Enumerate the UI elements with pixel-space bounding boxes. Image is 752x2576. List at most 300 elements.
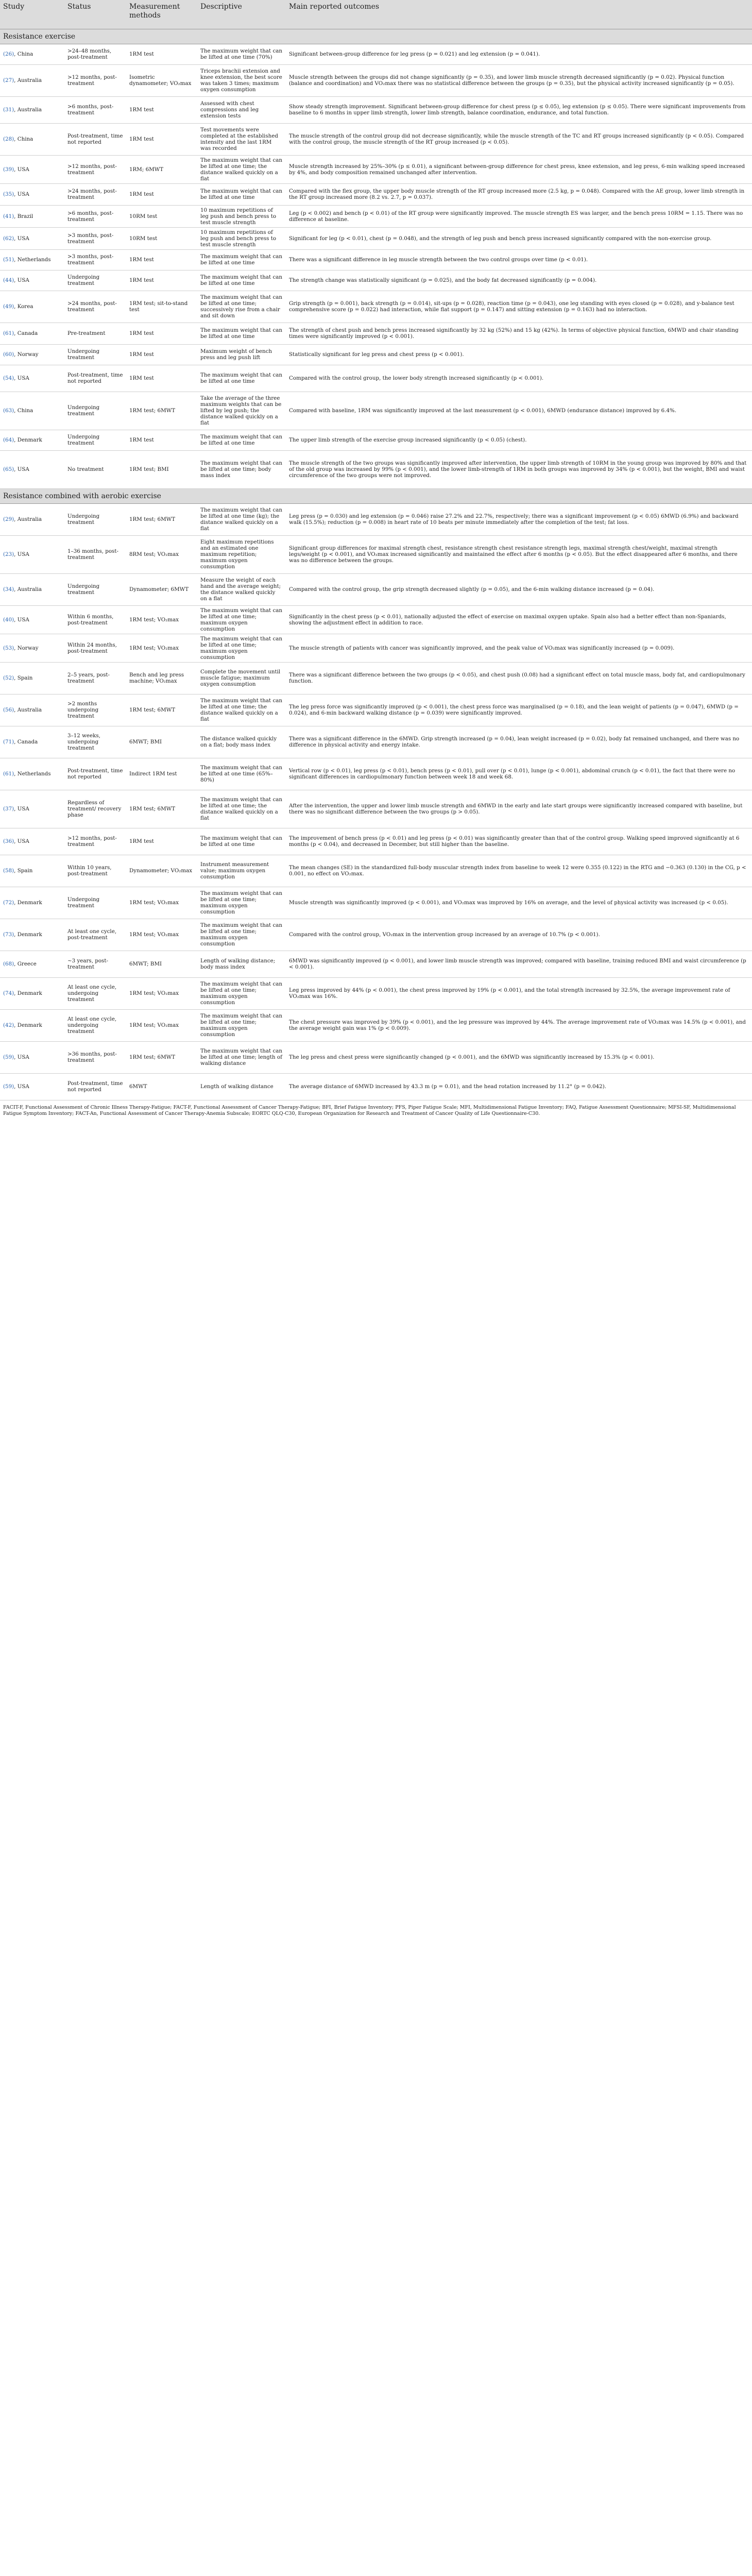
status-cell: Post-treatment, time not reported [64, 123, 126, 155]
reference-link[interactable]: (61) [3, 330, 14, 336]
measurement-method-cell: 1RM test; 6MWT [126, 1041, 197, 1073]
outcome-cell: There was a significant difference in the 6MWD. Grip strength increased (p = 0.04), lean weight increased (p = 0.02), body fat remained unchanged, and there was no difference in physical activity and energy intake. [286, 726, 752, 758]
descriptive-cell: The maximum weight that can be lifted at one time; maximum oxygen consumption [197, 605, 286, 634]
descriptive-cell: The maximum weight that can be lifted at one time (65%–80%) [197, 758, 286, 790]
outcome-cell: 6MWD was significantly improved (p < 0.001), and lower limb muscle strength was improved; compared with baseline, training reduced BMI and waist circumference (p < 0.001). [286, 951, 752, 977]
measurement-method-cell: 1RM test [126, 96, 197, 123]
country: China [17, 51, 33, 57]
measurement-method-cell: Isometric dynamometer; VO₂max [126, 64, 197, 96]
descriptive-cell: Complete the movement until muscle fatigue; maximum oxygen consumption [197, 662, 286, 694]
measurement-method-cell: 1RM test [126, 270, 197, 291]
measurement-method-cell: 1RM test; VO₂max [126, 977, 197, 1009]
reference-link[interactable]: (28) [3, 136, 14, 142]
separator: , [14, 645, 18, 651]
reference-link[interactable]: (35) [3, 191, 14, 197]
status-cell: >6 months, post-treatment [64, 205, 126, 227]
measurement-method-cell: 6MWT [126, 1073, 197, 1100]
table-row [0, 123, 752, 155]
country: Denmark [17, 900, 42, 906]
study-cell [0, 662, 64, 694]
status-cell: At least one cycle, post-treatment [64, 919, 126, 951]
outcome-cell: Muscle strength between the groups did not change significantly (p = 0.35), and lower limb muscle strength decreased significantly (p = 0.02). Physical function (balance and coordination) and VO₂max there was no statistical difference between the groups (p = 0.35), but the physical activity increased significantly (p = 0.05). [286, 64, 752, 96]
study-cell [0, 205, 64, 227]
status-cell: Undergoing treatment [64, 344, 126, 365]
measurement-method-cell: 1RM; 6MWT [126, 155, 197, 183]
separator: , [14, 675, 18, 681]
separator: , [14, 235, 18, 242]
table-row [0, 855, 752, 887]
country: USA [17, 616, 29, 623]
separator: , [14, 136, 18, 142]
measurement-method-cell: 1RM test [126, 323, 197, 344]
study-cell [0, 503, 64, 535]
study-cell [0, 96, 64, 123]
study-cell [0, 887, 64, 919]
country: USA [17, 277, 29, 283]
study-cell [0, 790, 64, 828]
descriptive-cell: The maximum weight that can be lifted at one time; the distance walked quickly on a flat [197, 790, 286, 828]
measurement-method-cell: 10RM test [126, 205, 197, 227]
separator: , [14, 1054, 18, 1060]
study-cell [0, 44, 64, 64]
table-row [0, 64, 752, 96]
status-cell: Regardless of treatment/ recovery phase [64, 790, 126, 828]
separator: , [14, 303, 18, 310]
reference-link[interactable]: (36) [3, 838, 14, 844]
reference-link[interactable]: (23) [3, 551, 14, 557]
country: Spain [17, 675, 33, 681]
table-row [0, 726, 752, 758]
measurement-method-cell: Bench and leg press machine; VO₂max [126, 662, 197, 694]
section-header-row [0, 29, 752, 44]
status-cell: Within 10 years, post-treatment [64, 855, 126, 887]
outcome-cell: Leg (p < 0.002) and bench (p < 0.01) of the RT group were significantly improved. The muscle strength ES was larger, and the bench press 10RM = 1.15. There was no difference at baseline. [286, 205, 752, 227]
outcome-cell: The strength change was statistically significant (p = 0.025), and the body fat decreased significantly (p = 0.004). [286, 270, 752, 291]
status-cell: Within 6 months, post-treatment [64, 605, 126, 634]
descriptive-cell: The maximum weight that can be lifted at one time [197, 828, 286, 855]
country: Spain [17, 868, 33, 874]
descriptive-cell: The maximum weight that can be lifted at one time [197, 430, 286, 450]
table-row [0, 1009, 752, 1041]
descriptive-cell: The maximum weight that can be lifted at one time (kg); the distance walked quickly on a flat [197, 503, 286, 535]
table-row [0, 430, 752, 450]
separator: , [14, 516, 18, 522]
header-descriptive: Descriptive [197, 0, 286, 29]
reference-link[interactable]: (27) [3, 77, 14, 83]
descriptive-cell: The maximum weight that can be lifted at one time; maximum oxygen consumption [197, 634, 286, 662]
separator: , [14, 616, 18, 623]
outcome-cell: The muscle strength of patients with cancer was significantly improved, and the peak value of VO₂max was significantly increased (p = 0.009). [286, 634, 752, 662]
descriptive-cell: The maximum weight that can be lifted at one time; maximum oxygen consumption [197, 977, 286, 1009]
measurement-method-cell: 1RM test; VO₂max [126, 887, 197, 919]
descriptive-cell: Take the average of the three maximum weights that can be lifted by leg push; the distance walked quickly on a flat [197, 392, 286, 430]
outcome-cell: After the intervention, the upper and lower limb muscle strength and 6MWD in the early and late start groups were significantly increased compared with baseline, but there was no significant difference between the two groups (p > 0.05). [286, 790, 752, 828]
table-row [0, 291, 752, 323]
study-cell [0, 605, 64, 634]
separator: , [14, 330, 18, 336]
reference-link[interactable]: (73) [3, 931, 14, 938]
measurement-method-cell: 6MWT; BMI [126, 951, 197, 977]
outcome-cell: The strength of chest push and bench press increased significantly by 32 kg (52%) and 15 kg (42%). In terms of objective physical function, 6MWD and chair standing times were significantly improved (p < 0.001). [286, 323, 752, 344]
reference-link[interactable]: (44) [3, 277, 14, 283]
study-cell [0, 535, 64, 573]
measurement-method-cell: 1RM test; 6MWT [126, 392, 197, 430]
outcome-cell: The chest pressure was improved by 39% (p < 0.001), and the leg pressure was improved by 44%. The average improvement rate of VO₂max was 14.5% (p < 0.001), and the average weight gain was 1% (p < 0.009). [286, 1009, 752, 1041]
section-title: Resistance combined with aerobic exercise [0, 488, 752, 503]
status-cell: >12 months, post-treatment [64, 155, 126, 183]
measurement-method-cell: 1RM test; VO₂max [126, 919, 197, 951]
measurement-method-cell: 1RM test; VO₂max [126, 1009, 197, 1041]
reference-link[interactable]: (26) [3, 51, 14, 57]
reference-link[interactable]: (64) [3, 437, 14, 443]
descriptive-cell: Maximum weight of bench press and leg push lift [197, 344, 286, 365]
separator: , [14, 931, 18, 938]
outcome-cell: The leg press and chest press were significantly changed (p < 0.001), and the 6MWD was significantly increased by 15.3% (p < 0.001). [286, 1041, 752, 1073]
separator: , [14, 77, 18, 83]
status-cell: >3 months, post-treatment [64, 227, 126, 249]
reference-link[interactable]: (56) [3, 707, 14, 713]
separator: , [14, 990, 18, 996]
table-row [0, 323, 752, 344]
status-cell: >6 months, post-treatment [64, 96, 126, 123]
country: Australia [17, 707, 42, 713]
reference-link[interactable]: (62) [3, 235, 14, 242]
country: USA [17, 191, 29, 197]
country: USA [17, 466, 29, 472]
reference-link[interactable]: (40) [3, 616, 14, 623]
status-cell: At least one cycle, undergoing treatment [64, 1009, 126, 1041]
study-cell [0, 694, 64, 726]
descriptive-cell: The maximum weight that can be lifted at one time; body mass index [197, 450, 286, 488]
study-cell [0, 634, 64, 662]
separator: , [14, 739, 18, 745]
status-cell: Undergoing treatment [64, 503, 126, 535]
separator: , [14, 868, 18, 874]
separator: , [14, 900, 18, 906]
study-cell [0, 450, 64, 488]
measurement-method-cell: 6MWT; BMI [126, 726, 197, 758]
separator: , [14, 838, 18, 844]
status-cell: No treatment [64, 450, 126, 488]
status-cell: >3 months, post-treatment [64, 249, 126, 270]
separator: , [14, 408, 18, 414]
status-cell: Undergoing treatment [64, 392, 126, 430]
table-header [0, 0, 752, 29]
study-cell [0, 1009, 64, 1041]
outcome-cell: Compared with the control group, the lower body strength increased significantly (p < 0.001). [286, 365, 752, 392]
status-cell: >12 months, post-treatment [64, 828, 126, 855]
measurement-method-cell: Indirect 1RM test [126, 758, 197, 790]
table-row [0, 535, 752, 573]
country: China [17, 136, 33, 142]
separator: , [14, 166, 18, 173]
status-cell: Undergoing treatment [64, 270, 126, 291]
country: USA [17, 375, 29, 381]
measurement-method-cell: 1RM test [126, 365, 197, 392]
separator: , [14, 213, 18, 219]
study-cell [0, 1073, 64, 1100]
outcome-cell: Compared with the flex group, the upper body muscle strength of the RT group increased more (2.5 kg, p = 0.048). Compared with the AE group, lower limb strength in the RT group increased more (8.2 vs. 2.7, p = 0.037). [286, 183, 752, 205]
table-row [0, 96, 752, 123]
study-cell [0, 919, 64, 951]
study-cell [0, 249, 64, 270]
separator: , [14, 1022, 18, 1028]
outcome-cell: The improvement of bench press (p < 0.01) and leg press (p < 0.01) was significantly greater than that of the control group. Walking speed improved significantly at 6 months (p < 0.04), and decreased in December, but still higher than the baseline. [286, 828, 752, 855]
outcome-cell: Significant between-group difference for leg press (p = 0.021) and leg extension (p = 0.041). [286, 44, 752, 64]
reference-link[interactable]: (59) [3, 1054, 14, 1060]
separator: , [14, 806, 18, 812]
country: USA [17, 838, 29, 844]
header-measurement-methods: Measurement methods [126, 0, 197, 29]
separator: , [14, 551, 18, 557]
separator: , [14, 586, 18, 592]
measurement-method-cell: 1RM test [126, 123, 197, 155]
outcome-cell: Muscle strength increased by 25%–30% (p ≤ 0.01), a significant between-group difference for chest press, knee extension, and leg press, 6-min walking speed increased by 4%, and body composition remained unchanged after intervention. [286, 155, 752, 183]
table-row [0, 758, 752, 790]
study-cell [0, 977, 64, 1009]
reference-link[interactable]: (29) [3, 516, 14, 522]
status-cell: >24 months, post-treatment [64, 183, 126, 205]
table-row [0, 205, 752, 227]
country: Norway [17, 351, 39, 358]
study-cell [0, 951, 64, 977]
status-cell: 2–5 years, post-treatment [64, 662, 126, 694]
outcome-cell: Significantly in the chest press (p < 0.01), nationally adjusted the effect of exercise on maximal oxygen uptake. Spain also had a better effect than non-Spaniards, showing the adjustment effect in addition to race. [286, 605, 752, 634]
measurement-method-cell: 1RM test; VO₂max [126, 634, 197, 662]
descriptive-cell: The maximum weight that can be lifted at one time [197, 249, 286, 270]
measurement-method-cell: 8RM test; VO₂max [126, 535, 197, 573]
measurement-method-cell: Dynamometer; 6MWT [126, 573, 197, 605]
descriptive-cell: 10 maximum repetitions of leg push and bench press to test muscle strength [197, 205, 286, 227]
table-row [0, 270, 752, 291]
descriptive-cell: Test movements were completed at the established intensity and the last 1RM was recorded [197, 123, 286, 155]
separator: , [14, 191, 18, 197]
table-row [0, 249, 752, 270]
outcome-cell: There was a significant difference between the two groups (p < 0.05), and chest push (0.08) had a significant effect on total muscle mass, body fat, and cardiopulmonary function. [286, 662, 752, 694]
reference-link[interactable]: (53) [3, 645, 14, 651]
reference-link[interactable]: (39) [3, 166, 14, 173]
descriptive-cell: The maximum weight that can be lifted at one time; maximum oxygen consumption [197, 1009, 286, 1041]
outcome-cell: Vertical row (p < 0.01), leg press (p < 0.01), bench press (p < 0.01), pull over (p < 0.01), lunge (p < 0.001), abdominal crunch (p < 0.01), the fact that there were no significant differences in cardiopulmonary function between week 18 and week 68. [286, 758, 752, 790]
country: Denmark [17, 990, 42, 996]
country: Korea [17, 303, 33, 310]
measurement-method-cell: 1RM test [126, 183, 197, 205]
reference-link[interactable]: (74) [3, 990, 14, 996]
descriptive-cell: The maximum weight that can be lifted at one time; successively rise from a chair and sit down [197, 291, 286, 323]
reference-link[interactable]: (61) [3, 771, 14, 777]
reference-link[interactable]: (63) [3, 408, 14, 414]
measurement-method-cell: 1RM test [126, 344, 197, 365]
outcome-cell: The muscle strength of the control group did not decrease significantly, while the muscle strength of the TC and RT groups increased significantly (p < 0.05). Compared with the control group, the muscle strength of the RT group increased (p < 0.05). [286, 123, 752, 155]
separator: , [14, 707, 18, 713]
reference-link[interactable]: (58) [3, 868, 14, 874]
country: Canada [17, 330, 38, 336]
descriptive-cell: Measure the weight of each hand and the average weight; the distance walked quickly on a flat [197, 573, 286, 605]
section-header-row [0, 488, 752, 503]
country: Canada [17, 739, 38, 745]
study-cell [0, 430, 64, 450]
table-row [0, 828, 752, 855]
table-row [0, 694, 752, 726]
outcome-cell: Grip strength (p = 0.001), back strength (p = 0.014), sit-ups (p = 0.028), reaction time (p = 0.043), one leg standing with eyes closed (p = 0.028), and y-balance test comprehensive score (p = 0.022) had interaction, while flat support (p = 0.147) and sitting extension (p = 0.163) had no interaction. [286, 291, 752, 323]
descriptive-cell: Triceps brachii extension and knee extension, the best score was taken 3 times; maximum oxygen consumption [197, 64, 286, 96]
country: Australia [17, 107, 42, 113]
study-cell [0, 183, 64, 205]
study-cell [0, 1041, 64, 1073]
section-title: Resistance exercise [0, 29, 752, 44]
reference-link[interactable]: (59) [3, 1083, 14, 1090]
outcome-cell: Compared with the control group, the grip strength decreased slightly (p = 0.05), and the 6-min walking distance increased (p = 0.04). [286, 573, 752, 605]
country: Australia [17, 77, 42, 83]
outcome-cell: Leg press (p = 0.030) and leg extension (p = 0.046) raise 27.2% and 22.7%, respectively; there was a significant improvement (p < 0.05) 6MWD (6.9%) and backward walk (15.5%); reduction (p = 0.008) in heart rate of 10 beats per minute immediately after the completion of the test; fat loss. [286, 503, 752, 535]
outcome-cell: Muscle strength was significantly improved (p < 0.001), and VO₂max was improved by 16% on average, and the level of physical activity was increased (p < 0.05). [286, 887, 752, 919]
status-cell: Post-treatment, time not reported [64, 1073, 126, 1100]
measurement-method-cell: 1RM test [126, 249, 197, 270]
study-cell [0, 344, 64, 365]
descriptive-cell: The maximum weight that can be lifted at one time; maximum oxygen consumption [197, 887, 286, 919]
country: USA [17, 551, 29, 557]
outcome-cell: The muscle strength of the two groups was significantly improved after intervention, the upper limb strength of 10RM in the young group was improved by 80% and that of the old group was increased by 99% (p < 0.001), and the lower limb-strength of 1RM in both groups was improved by 34% (p < 0.001), but the weight, BMI and waist circumference of the two groups were not improved. [286, 450, 752, 488]
study-cell [0, 323, 64, 344]
study-cell [0, 227, 64, 249]
study-cell [0, 828, 64, 855]
status-cell: Undergoing treatment [64, 573, 126, 605]
header-main-reported-outcomes: Main reported outcomes [286, 0, 752, 29]
country: Denmark [17, 437, 42, 443]
table-row [0, 503, 752, 535]
reference-link[interactable]: (49) [3, 303, 14, 310]
table-row [0, 634, 752, 662]
country: USA [17, 235, 29, 242]
country: USA [17, 806, 29, 812]
descriptive-cell: The maximum weight that can be lifted at one time [197, 183, 286, 205]
study-cell [0, 123, 64, 155]
country: Netherlands [17, 771, 51, 777]
studies-table [0, 0, 752, 1100]
descriptive-cell: Instrument measurement value; maximum oxygen consumption [197, 855, 286, 887]
table-row [0, 392, 752, 430]
reference-link[interactable]: (72) [3, 900, 14, 906]
table-footnote: FACIT-F, Functional Assessment of Chronic Illness Therapy-Fatigue; FACT-F, Functional Assessment of Cancer Therapy-Fatigue; BFI, Brief Fatigue Inventory; PFS, Piper Fatigue Scale; MFI, Multidimensional Fatigue Inventory; FAQ, Fatigue Assessment Questionnaire; MFSI-SF, Multidimensional Fatigue Symptom Inventory; FACT-An, Functional Assessment of Cancer Therapy-Anemia Subscale; EORTC QLQ-C30, European Organization for Research and Treatment of Cancer Quality of Life Questionnaire-C30. [3, 1104, 736, 1116]
outcome-cell: The upper limb strength of the exercise group increased significantly (p < 0.05) (chest). [286, 430, 752, 450]
reference-link[interactable]: (54) [3, 375, 14, 381]
header-status: Status [64, 0, 126, 29]
status-cell: >24–48 months, post-treatment [64, 44, 126, 64]
country: USA [17, 1083, 29, 1090]
country: USA [17, 1054, 29, 1060]
outcome-cell: Leg press improved by 44% (p < 0.001), the chest press improved by 19% (p < 0.001), and the total strength increased by 32.5%, the average improvement rate of VO₂max was 16%. [286, 977, 752, 1009]
reference-link[interactable]: (60) [3, 351, 14, 358]
outcome-cell: Compared with the control group, VO₂max in the intervention group increased by an average of 10.7% (p < 0.001). [286, 919, 752, 951]
reference-link[interactable]: (41) [3, 213, 14, 219]
descriptive-cell: The distance walked quickly on a flat; body mass index [197, 726, 286, 758]
study-cell [0, 155, 64, 183]
descriptive-cell: The maximum weight that can be lifted at one time (70%) [197, 44, 286, 64]
measurement-method-cell: 1RM test; 6MWT [126, 694, 197, 726]
separator: , [14, 961, 18, 967]
separator: , [14, 351, 18, 358]
reference-link[interactable]: (65) [3, 466, 14, 472]
outcome-cell: Compared with baseline, 1RM was significantly improved at the last measurement (p < 0.001), 6MWD (endurance distance) improved by 6.4%. [286, 392, 752, 430]
table-row [0, 790, 752, 828]
reference-link[interactable]: (68) [3, 961, 14, 967]
measurement-method-cell: Dynamometer; VO₂max [126, 855, 197, 887]
reference-link[interactable]: (31) [3, 107, 14, 113]
status-cell: >12 months, post-treatment [64, 64, 126, 96]
country: Norway [17, 645, 39, 651]
country: Greece [17, 961, 37, 967]
study-cell [0, 64, 64, 96]
table-row [0, 887, 752, 919]
table-row [0, 951, 752, 977]
table-row [0, 1073, 752, 1100]
descriptive-cell: Eight maximum repetitions and an estimated one maximum repetition; maximum oxygen consumption [197, 535, 286, 573]
reference-link[interactable]: (37) [3, 806, 14, 812]
table-row [0, 977, 752, 1009]
study-cell [0, 726, 64, 758]
study-cell [0, 573, 64, 605]
outcome-cell: Significant for leg (p < 0.01), chest (p = 0.048), and the strength of leg push and bench press increased significantly compared with the non-exercise group. [286, 227, 752, 249]
study-cell [0, 291, 64, 323]
status-cell: 1–36 months, post-treatment [64, 535, 126, 573]
measurement-method-cell: 1RM test; VO₂max [126, 605, 197, 634]
separator: , [14, 771, 18, 777]
measurement-method-cell: 1RM test; 6MWT [126, 790, 197, 828]
separator: , [14, 437, 18, 443]
table-row [0, 573, 752, 605]
descriptive-cell: The maximum weight that can be lifted at one time [197, 365, 286, 392]
table-row [0, 155, 752, 183]
reference-link[interactable]: (42) [3, 1022, 14, 1028]
status-cell: ~3 years, post-treatment [64, 951, 126, 977]
status-cell: Undergoing treatment [64, 887, 126, 919]
descriptive-cell: The maximum weight that can be lifted at one time [197, 323, 286, 344]
status-cell: Within 24 months, post-treatment [64, 634, 126, 662]
status-cell: Post-treatment, time not reported [64, 365, 126, 392]
country: Denmark [17, 931, 42, 938]
table-row [0, 365, 752, 392]
separator: , [14, 51, 18, 57]
country: Denmark [17, 1022, 42, 1028]
table-row [0, 662, 752, 694]
reference-link[interactable]: (51) [3, 257, 14, 263]
outcome-cell: Show steady strength improvement. Significant between-group difference for chest press (p ≤ 0.05), leg extension (p ≤ 0.05). There were significant improvements from baseline to 6 months in upper limb strength, lower limb strength, balance coordination, endurance, and total function. [286, 96, 752, 123]
measurement-method-cell: 10RM test [126, 227, 197, 249]
table-row [0, 1041, 752, 1073]
country: Netherlands [17, 257, 51, 263]
outcome-cell: The mean changes (SE) in the standardized full-body muscular strength index from baseline to week 12 were 0.355 (0.122) in the RTG and −0.363 (0.130) in the CG, p < 0.001, no effect on VO₂max. [286, 855, 752, 887]
table-row [0, 183, 752, 205]
table-row [0, 344, 752, 365]
reference-link[interactable]: (34) [3, 586, 14, 592]
measurement-method-cell: 1RM test [126, 828, 197, 855]
separator: , [14, 107, 18, 113]
measurement-method-cell: 1RM test; sit-to-stand test [126, 291, 197, 323]
separator: , [14, 1083, 18, 1090]
header-study: Study [0, 0, 64, 29]
country: Brazil [17, 213, 33, 219]
status-cell: >2 months undergoing treatment [64, 694, 126, 726]
outcome-cell: There was a significant difference in leg muscle strength between the two control groups over time (p < 0.01). [286, 249, 752, 270]
study-cell [0, 758, 64, 790]
reference-link[interactable]: (71) [3, 739, 14, 745]
country: Australia [17, 586, 42, 592]
measurement-method-cell: 1RM test [126, 430, 197, 450]
table-row [0, 605, 752, 634]
reference-link[interactable]: (52) [3, 675, 14, 681]
descriptive-cell: Assessed with chest compressions and leg extension tests [197, 96, 286, 123]
status-cell: Post-treatment, time not reported [64, 758, 126, 790]
